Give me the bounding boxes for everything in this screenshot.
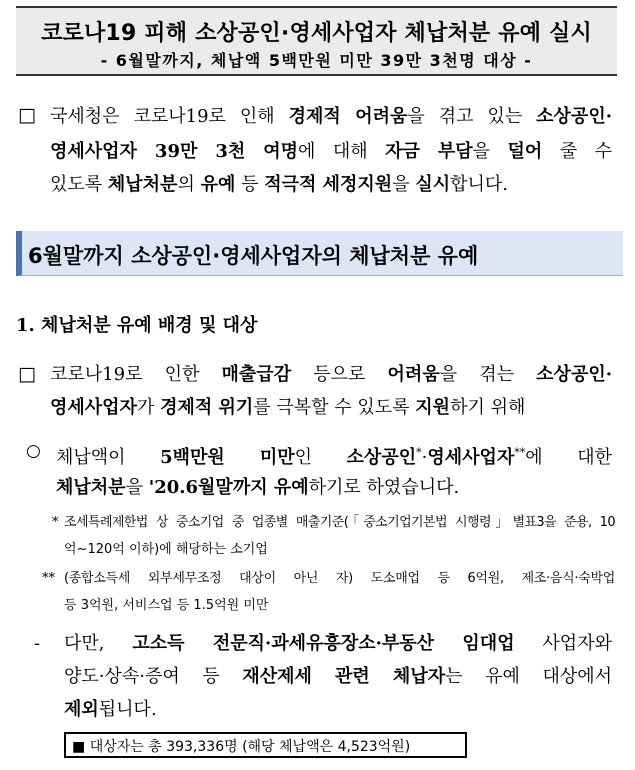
text-bold: 영세사업자 39만 3천 여명 (50, 141, 299, 162)
text: 의 (177, 174, 201, 195)
exception-line-2 (64, 661, 612, 693)
text: 는 유예 대상에서 (445, 666, 612, 687)
text-bold: 고소득 전문직·과세유흥장소·부동산 임대업 (132, 633, 515, 654)
text: 에 대해 (298, 141, 386, 162)
text: 됩니다. (98, 699, 157, 720)
text-bold: 덜어 (507, 141, 543, 162)
footnote-mark: * (416, 446, 422, 459)
note-2-mark: ** (42, 571, 55, 586)
text: 를 극복할 수 있도록 (253, 397, 416, 418)
target-line-1 (56, 437, 612, 474)
summary-text: 대상자는 총 393,336명 (해당 체납액은 4,523억원) (89, 739, 411, 755)
text-bold: 적극적 세정지원 (264, 174, 393, 195)
text: 양도·상속·증여 등 (64, 666, 243, 687)
exception-bullet: - (34, 633, 41, 654)
title-box (16, 6, 617, 76)
text: 을 겪고 있는 (407, 106, 537, 127)
text-bold: 어려움 (387, 364, 440, 385)
note-1-mark: * (52, 515, 59, 530)
text: 사업자와 (514, 633, 612, 654)
target-bullet: ○ (26, 441, 41, 461)
text-bold: 소상공인· (536, 364, 612, 385)
text: 을 (392, 174, 416, 195)
page-title: 코로나19 피해 소상공인·영세사업자 체납처분 유예 실시 (41, 21, 592, 46)
note-2-line-2: 등 3억원, 서비스업 등 1.5억원 미만 (64, 598, 269, 613)
text: 등 (235, 174, 265, 195)
text-bold: 매출급감 (221, 364, 292, 385)
intro-line-2 (50, 136, 612, 168)
text: 다만, (64, 633, 133, 654)
footnote-mark: ** (514, 446, 526, 459)
summary-box (64, 732, 467, 758)
intro-line-3 (50, 169, 612, 201)
text-bold: 유예 (200, 174, 236, 195)
text: 을 (472, 141, 508, 162)
text-bold: 영세사업자 (50, 397, 137, 418)
background-bullet: □ (18, 363, 36, 385)
text-bold: 체납처분 (56, 477, 126, 498)
text-bold: 재산제세 관련 체납자 (242, 666, 446, 687)
text: 을 겪는 (439, 364, 537, 385)
text-bold: 소상공인· (536, 106, 612, 127)
text: 국세청은 코로나19로 인해 (50, 106, 289, 127)
intro-line-1 (50, 101, 612, 133)
summary-marker: ■ (72, 739, 86, 755)
exception-line-1 (64, 628, 612, 660)
text-bold: 소상공인 (346, 447, 417, 468)
section-title: 6월말까지 소상공인·영세사업자의 체납처분 유예 (28, 244, 479, 268)
page-subtitle: - 6월말까지, 체납액 5백만원 미만 39만 3천명 대상 - (100, 51, 533, 70)
text-bold: 경제적 어려움 (288, 106, 408, 127)
note-1-line-2: 억~120억 이하)에 해당하는 소기업 (64, 542, 268, 557)
text-bold: 경제적 위기 (160, 397, 254, 418)
text: 줄 수 (542, 141, 612, 162)
text: 에 대한 (525, 447, 612, 468)
text: 인 (294, 447, 347, 468)
text: 체납액이 (56, 447, 161, 468)
target-line-2 (56, 472, 612, 504)
background-line-1 (50, 359, 612, 391)
text: 있도록 (50, 174, 108, 195)
text-bold: 체납처분 (107, 174, 178, 195)
intro-bullet: □ (18, 104, 36, 126)
text-bold: '20.6월말까지 유예 (148, 477, 309, 498)
text-bold: 자금 부담 (385, 141, 473, 162)
exception-line-3 (64, 694, 157, 726)
heading-1: 1. 체납처분 유예 배경 및 대상 (16, 315, 258, 336)
background-line-2 (50, 392, 612, 424)
text: 을 (125, 477, 149, 498)
text-bold: 5백만원 미만 (160, 447, 295, 468)
section-banner (16, 231, 623, 276)
note-2-line-1: (종합소득세 외부세무조정 대상이 아닌 자) 도소매업 등 6억원, 제조·음식·숙박업 (64, 571, 615, 586)
text: 하기로 하였습니다. (308, 477, 460, 498)
text: 코로나19로 인한 (50, 364, 222, 385)
text-bold: 실시 (415, 174, 451, 195)
text: 하기 위해 (450, 397, 526, 418)
text: 합니다. (450, 174, 508, 195)
text-bold: 지원 (415, 397, 451, 418)
text: · (421, 447, 428, 468)
text: 가 (136, 397, 161, 418)
text-bold: 영세사업자 (427, 447, 515, 468)
note-1-line-1: 조세특례제한법 상 중소기업 중 업종별 매출기준(「중소기업기본법 시행령」별표3을 준용, 10 (64, 515, 615, 530)
text: 등으로 (291, 364, 388, 385)
text-bold: 제외 (64, 699, 99, 720)
